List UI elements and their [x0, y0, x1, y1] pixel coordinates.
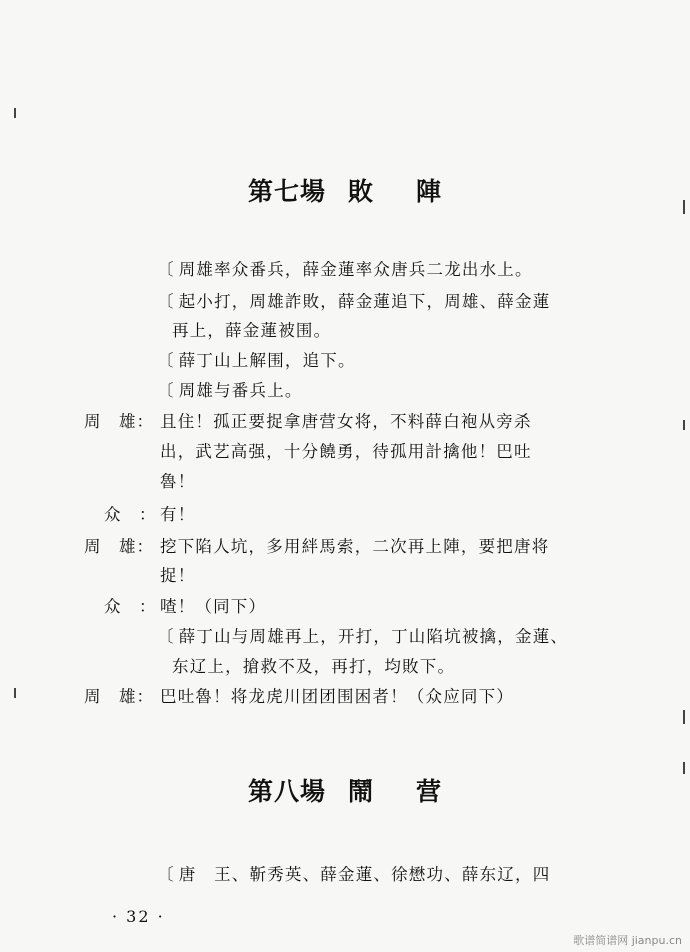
scene-8-stage-direction-1	[157, 864, 550, 886]
dialogue-line: 喳！（同下）	[160, 597, 267, 616]
watermark: 歌谱简谱网 jianpu.cn	[573, 934, 682, 947]
scan-edge-mark	[683, 762, 685, 774]
scan-edge-mark	[683, 200, 685, 214]
stage-direction-2-cont: 再上，薛金蓮被围。	[172, 321, 332, 340]
scene-8-title	[0, 772, 690, 808]
stage-direction-5	[157, 626, 568, 648]
bracket-mark: 〔	[157, 292, 175, 311]
bracket-mark: 〔	[157, 351, 175, 370]
bracket-mark: 〔	[157, 865, 175, 884]
scene-8-name-1: 鬧	[347, 777, 374, 806]
stage-direction-text: 周雄与番兵上。	[178, 381, 303, 400]
stage-direction-text: 薛丁山与周雄再上，开打，丁山陷坑被擒，金蓮、	[178, 627, 569, 646]
dialogue-line: 魯！	[160, 472, 196, 491]
scan-edge-mark	[14, 108, 16, 118]
dialogue-line: 且住！孤正要捉拿唐营女将，不料薛白袍从旁杀	[160, 412, 532, 431]
stage-direction-text: 唐 王、靳秀英、薛金蓮、徐懋功、薛东辽，四	[178, 865, 551, 884]
stage-direction-2	[157, 291, 550, 313]
stage-direction-4	[157, 380, 303, 402]
scene-8-number: 第八場	[247, 777, 326, 806]
speaker-zhou-xiong: 周 雄：	[84, 537, 154, 556]
bracket-mark: 〔	[157, 381, 175, 400]
stage-direction-text: 起小打，周雄詐敗，薛金蓮追下，周雄、薛金蓮	[178, 292, 551, 311]
page-number: · 32 ·	[112, 907, 165, 926]
stage-direction-text: 周雄率众番兵，薛金蓮率众唐兵二龙出水上。	[178, 260, 533, 279]
dialogue-line: 巴吐魯！将龙虎川团团围困者！（众应同下）	[160, 687, 514, 706]
bracket-mark: 〔	[157, 627, 175, 646]
stage-direction-3	[157, 350, 356, 372]
scene-8-name-2: 营	[416, 777, 443, 806]
speaker-chorus: 众 ：	[104, 597, 157, 616]
scene-7-name-2: 陣	[416, 177, 443, 206]
scene-7-name-1: 敗	[347, 177, 374, 206]
speaker-chorus: 众 ：	[104, 505, 157, 524]
scene-7-title	[0, 172, 690, 208]
bracket-mark: 〔	[157, 260, 175, 279]
stage-direction-1	[157, 259, 533, 281]
stage-direction-5-cont: 东辽上，搶救不及，再打，均敗下。	[172, 657, 456, 676]
speaker-zhou-xiong: 周 雄：	[84, 687, 154, 706]
dialogue-line: 挖下陷人坑，多用絆馬索，二次再上陣，要把唐将	[160, 537, 550, 556]
dialogue-line: 捉！	[160, 566, 196, 585]
scene-7-number: 第七場	[247, 177, 326, 206]
speaker-zhou-xiong: 周 雄：	[84, 412, 154, 431]
scan-edge-mark	[683, 710, 685, 724]
dialogue-line: 有！	[160, 505, 196, 524]
scan-edge-mark	[14, 688, 16, 698]
scan-edge-mark	[683, 420, 685, 430]
dialogue-line: 出，武艺高强，十分饒勇，待孤用計擒他！巴吐	[160, 442, 532, 461]
stage-direction-text: 薛丁山上解围，追下。	[178, 351, 356, 370]
